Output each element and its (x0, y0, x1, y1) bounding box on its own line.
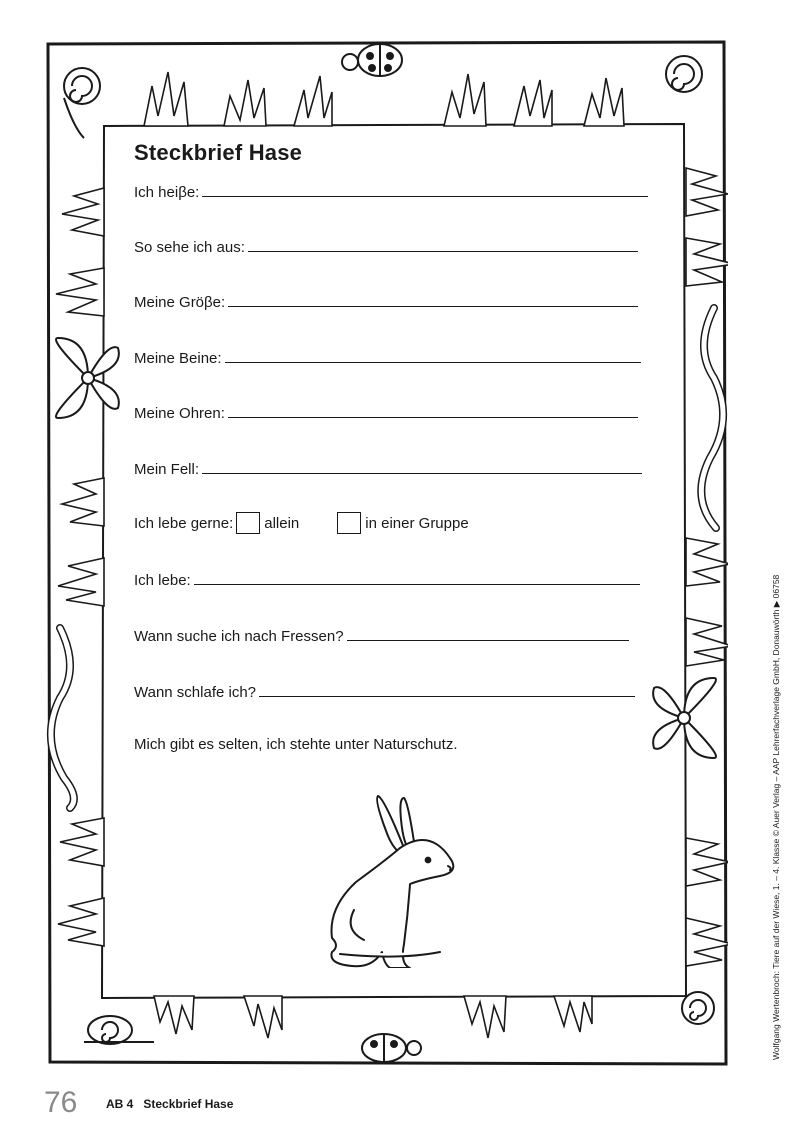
answer-line[interactable] (259, 695, 635, 697)
copyright-notice: Wolfgang Wertenbroch: Tiere auf der Wiese, 1. – 4. Klasse © Auer Verlag – AAP Lehrerfachverlage GmbH, Donauwörth ▶ 06758 (771, 574, 781, 1060)
sheet-title: Steckbrief Hase (143, 1097, 234, 1111)
answer-line[interactable] (228, 416, 638, 418)
snail-icon (682, 992, 714, 1024)
worksheet-title: Steckbrief Hase (134, 140, 303, 165)
ladybug-icon (362, 1034, 421, 1062)
living-label: Ich lebe gerne: (134, 514, 234, 532)
rabbit-icon (316, 788, 466, 968)
field-ears (134, 399, 638, 423)
field-label: So sehe ich aus: (134, 239, 245, 256)
field-label: Meine Gröβe: (134, 294, 226, 311)
option-group-label: in einer Gruppe (365, 514, 469, 532)
answer-line[interactable] (248, 250, 638, 252)
snail-icon (666, 56, 702, 92)
field-legs (134, 344, 641, 368)
field-label: Wann suche ich nach Fressen? (134, 628, 344, 645)
field-feeding-time (134, 622, 629, 646)
ladybug-icon (342, 44, 402, 76)
snail-icon (84, 1016, 154, 1044)
field-label: Ich heiβe: (134, 184, 200, 201)
protection-statement: Mich gibt es selten, ich stehte unter Naturschutz. (134, 736, 458, 753)
field-appearance (134, 233, 638, 257)
field-label: Mein Fell: (134, 461, 200, 478)
butterfly-icon (56, 338, 119, 418)
field-habitat (134, 566, 640, 590)
field-label: Ich lebe: (134, 572, 191, 589)
field-size (134, 288, 638, 312)
field-label: Meine Ohren: (134, 405, 225, 422)
answer-line[interactable] (202, 472, 642, 474)
field-label: Meine Beine: (134, 350, 222, 367)
field-fur (134, 455, 642, 479)
option-alone-label: allein (264, 514, 300, 532)
field-sleep-time (134, 678, 635, 702)
answer-line[interactable] (225, 361, 641, 363)
field-name (134, 178, 648, 202)
living-choice (134, 510, 469, 536)
checkbox-alone[interactable] (236, 512, 260, 534)
answer-line[interactable] (194, 583, 640, 585)
field-label: Wann schlafe ich? (134, 684, 257, 701)
snail-icon (64, 68, 100, 138)
answer-line[interactable] (228, 305, 638, 307)
answer-line[interactable] (347, 639, 629, 641)
sheet-code: AB 4 (106, 1097, 134, 1111)
footer-title (106, 1097, 233, 1111)
page-number: 76 (44, 1086, 78, 1119)
answer-line[interactable] (202, 195, 648, 197)
checkbox-group[interactable] (337, 512, 361, 534)
